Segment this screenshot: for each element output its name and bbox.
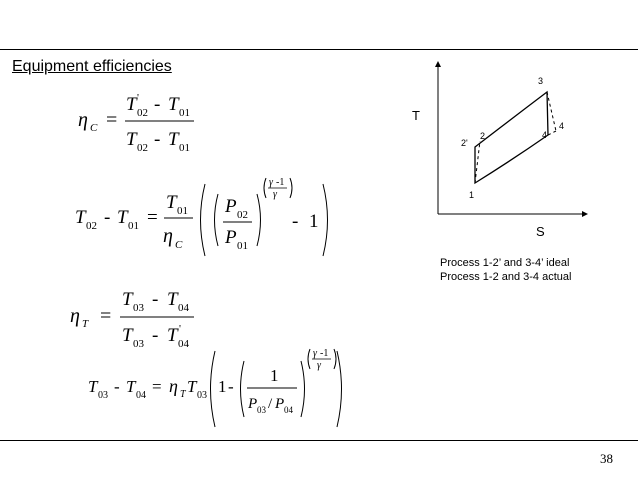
svg-text:-: - <box>154 94 161 115</box>
svg-text:=: = <box>100 305 112 327</box>
point-label-1: 1 <box>469 190 475 200</box>
ideal-exhaust-line <box>548 131 556 135</box>
ideal-compression-line <box>475 141 480 183</box>
svg-text:03: 03 <box>133 338 144 350</box>
svg-text:-: - <box>152 289 159 310</box>
svg-text:04: 04 <box>284 405 293 415</box>
svg-text:T: T <box>126 94 137 115</box>
svg-text:01: 01 <box>128 220 139 232</box>
svg-text:γ: γ <box>317 360 321 371</box>
svg-text:T: T <box>75 207 86 228</box>
svg-text:01: 01 <box>179 107 190 119</box>
bottom-rule <box>0 440 638 441</box>
svg-text:04: 04 <box>178 302 189 314</box>
svg-text:η: η <box>163 225 173 247</box>
point-label-3: 3 <box>538 76 544 86</box>
svg-text:T: T <box>166 192 177 213</box>
svg-text:-1: -1 <box>276 177 285 188</box>
svg-text:02: 02 <box>137 142 148 154</box>
cycle-path <box>475 92 548 183</box>
svg-text:03: 03 <box>133 302 144 314</box>
svg-text:T: T <box>126 129 137 150</box>
svg-text:=: = <box>152 377 162 396</box>
svg-text:T: T <box>117 207 128 228</box>
top-rule <box>0 49 638 50</box>
svg-text:P: P <box>225 196 237 217</box>
svg-text:=: = <box>106 109 118 131</box>
t-axis-label: T <box>412 108 420 123</box>
svg-text:': ' <box>179 323 181 335</box>
svg-text:04: 04 <box>178 338 189 350</box>
point-label-2: 2 <box>480 131 486 141</box>
svg-text:01: 01 <box>179 142 190 154</box>
svg-text:04: 04 <box>136 390 146 401</box>
svg-text:03: 03 <box>257 405 266 415</box>
svg-text:1: 1 <box>218 377 227 396</box>
svg-text:/: / <box>268 396 273 412</box>
svg-text:1: 1 <box>309 211 319 232</box>
page-number: 38 <box>600 451 613 466</box>
svg-text:-: - <box>292 211 299 232</box>
process-note-ideal: Process 1-2’ and 3-4’ ideal <box>440 257 570 269</box>
svg-text:-: - <box>114 377 120 396</box>
svg-text:T: T <box>88 377 98 396</box>
svg-text:T: T <box>126 377 136 396</box>
svg-text:T: T <box>168 129 179 150</box>
svg-text:P: P <box>248 396 258 412</box>
svg-text:-: - <box>152 325 159 346</box>
svg-text:P: P <box>225 227 237 248</box>
point-label-4: 4 <box>559 121 565 131</box>
svg-text:γ: γ <box>273 189 277 200</box>
svg-text:03: 03 <box>197 390 207 401</box>
svg-text:C: C <box>175 239 183 251</box>
compressor-temperature-rise-equation <box>75 170 335 270</box>
svg-text:C: C <box>90 122 98 134</box>
t-s-diagram <box>412 56 590 261</box>
svg-text:01: 01 <box>237 240 248 252</box>
svg-text:T: T <box>180 389 186 400</box>
svg-text:T: T <box>122 289 133 310</box>
point-label-4-prime: 4' <box>542 130 549 140</box>
svg-text:-: - <box>104 207 111 228</box>
point-label-2-prime: 2' <box>461 138 468 148</box>
svg-text:-: - <box>154 129 161 150</box>
turbine-efficiency-equation <box>70 283 210 349</box>
svg-text:T: T <box>82 318 89 330</box>
svg-text:T: T <box>168 94 179 115</box>
svg-text:1: 1 <box>270 366 279 385</box>
svg-text:02: 02 <box>237 209 248 221</box>
svg-text:02: 02 <box>86 220 97 232</box>
svg-text:T: T <box>122 325 133 346</box>
svg-text:01: 01 <box>177 205 188 217</box>
svg-text:': ' <box>137 92 139 104</box>
process-note-actual: Process 1-2 and 3-4 actual <box>440 271 572 283</box>
svg-text:=: = <box>147 207 158 228</box>
turbine-temperature-drop-equation <box>88 345 348 435</box>
svg-text:-1: -1 <box>320 348 329 359</box>
svg-text:P: P <box>275 396 285 412</box>
slide-title: Equipment efficiencies <box>12 58 172 75</box>
svg-text:-: - <box>228 377 234 396</box>
svg-text:η: η <box>169 376 178 396</box>
svg-text:03: 03 <box>98 390 108 401</box>
svg-text:T: T <box>187 377 197 396</box>
svg-text:γ: γ <box>269 177 273 188</box>
compressor-efficiency-equation <box>78 88 208 152</box>
svg-text:T: T <box>167 325 178 346</box>
svg-text:02: 02 <box>137 107 148 119</box>
svg-text:η: η <box>70 305 80 327</box>
svg-text:γ: γ <box>313 348 317 359</box>
svg-text:T: T <box>167 289 178 310</box>
svg-text:η: η <box>78 109 88 131</box>
s-axis-label: S <box>536 224 545 239</box>
